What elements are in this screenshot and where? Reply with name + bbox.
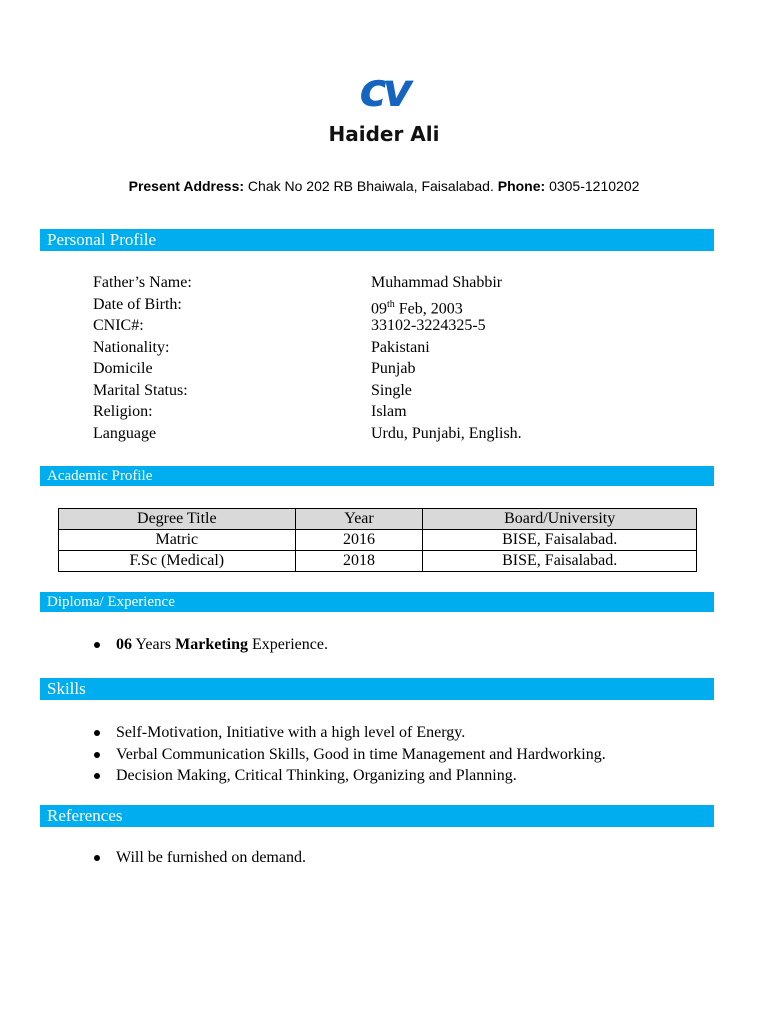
detail-value: Muhammad Shabbir xyxy=(371,274,503,291)
address-label: Present Address: xyxy=(128,178,245,194)
column-header: Degree Title xyxy=(59,509,296,530)
detail-key: Domicile xyxy=(93,360,153,377)
detail-key: Marital Status: xyxy=(93,381,188,399)
detail-value: Urdu, Punjabi, English. xyxy=(371,424,522,442)
list-item: Self-Motivation, Initiative with a high level of Energy. xyxy=(94,722,606,744)
list-item: Verbal Communication Skills, Good in time Management and Hardworking. xyxy=(94,744,606,766)
detail-key: Nationality: xyxy=(93,338,170,356)
detail-key: Father’s Name: xyxy=(93,274,192,291)
cv-logo: cv xyxy=(359,63,409,117)
table-cell: 2018 xyxy=(295,551,423,572)
experience-list xyxy=(94,634,328,656)
detail-value: Single xyxy=(371,381,412,399)
section-header-academic: Academic Profile xyxy=(40,466,714,486)
column-header: Year xyxy=(295,509,423,530)
detail-value: Islam xyxy=(371,403,407,420)
experience-end: Experience. xyxy=(248,636,328,653)
table-cell: Matric xyxy=(59,530,296,551)
table-cell: BISE, Faisalabad. xyxy=(423,530,697,551)
academic-table xyxy=(58,508,697,572)
table-cell: F.Sc (Medical) xyxy=(59,551,296,572)
candidate-name: Haider Ali xyxy=(328,122,440,146)
detail-key: Religion: xyxy=(93,403,153,420)
list-item: Will be furnished on demand. xyxy=(94,847,306,869)
section-header-personal: Personal Profile xyxy=(40,229,714,251)
phone-value: 0305-1210202 xyxy=(549,178,640,194)
table-row xyxy=(59,551,697,572)
detail-value: 33102-3224325-5 xyxy=(371,317,486,334)
table-cell: BISE, Faisalabad. xyxy=(423,551,697,572)
detail-key: CNIC#: xyxy=(93,317,144,334)
table-header-row xyxy=(59,509,697,530)
section-header-diploma: Diploma/ Experience xyxy=(40,592,714,612)
detail-key: Language xyxy=(93,424,157,442)
table-cell: 2016 xyxy=(295,530,423,551)
list-item xyxy=(94,634,328,656)
list-item: Decision Making, Critical Thinking, Organizing and Planning. xyxy=(94,765,606,787)
experience-years: 06 xyxy=(116,636,132,653)
address-value: Chak No 202 RB Bhaiwala, Faisalabad. xyxy=(247,178,494,194)
detail-key: Date of Birth: xyxy=(93,295,182,313)
dob-suffix: th xyxy=(387,298,395,310)
dob-rest: Feb, 2003 xyxy=(394,299,463,317)
section-header-skills: Skills xyxy=(40,678,714,700)
table-row xyxy=(59,530,697,551)
section-header-references: References xyxy=(40,805,714,827)
experience-mid: Years xyxy=(132,636,176,653)
references-list xyxy=(94,847,306,869)
detail-value: Punjab xyxy=(371,360,416,377)
skills-list xyxy=(94,722,606,787)
detail-value: Pakistani xyxy=(371,338,430,356)
experience-field: Marketing xyxy=(175,636,248,653)
contact-line xyxy=(0,178,768,194)
dob-day: 09 xyxy=(371,299,387,317)
column-header: Board/University xyxy=(423,509,697,530)
phone-label: Phone: xyxy=(497,178,546,194)
